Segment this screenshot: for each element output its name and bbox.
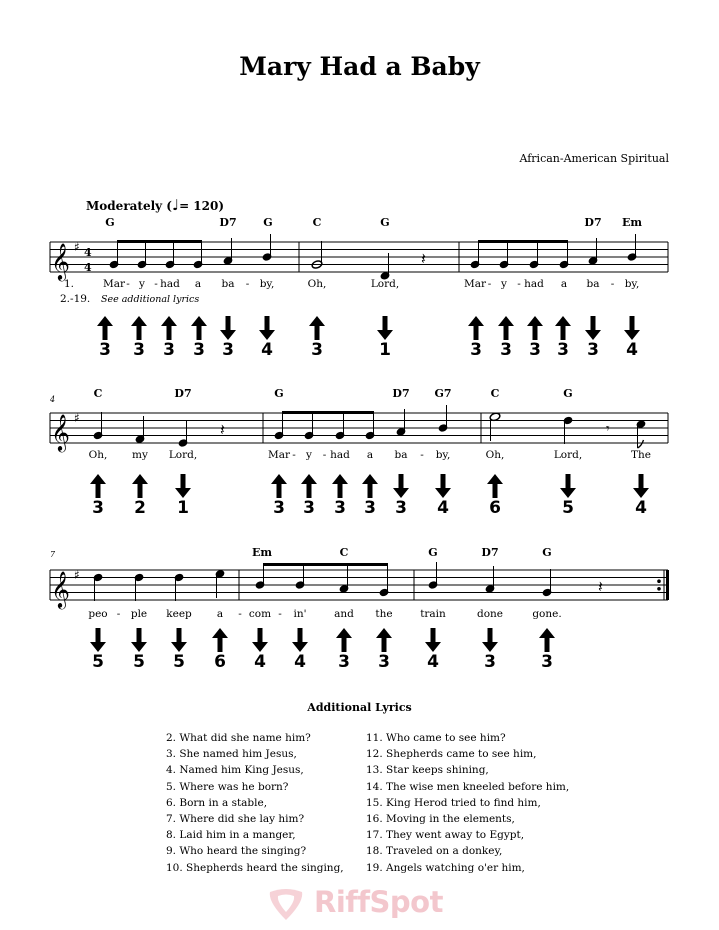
chord-symbol: C bbox=[312, 216, 322, 229]
syllable-hyphen: - bbox=[245, 278, 250, 290]
draw-arrow-down-icon bbox=[292, 628, 308, 652]
sharp-icon: ♯ bbox=[74, 240, 80, 254]
composer-credit: African-American Spiritual bbox=[519, 152, 669, 165]
hole-number: 1 bbox=[177, 498, 189, 518]
blow-arrow-up-icon bbox=[336, 628, 352, 652]
harmonica-tab bbox=[154, 316, 184, 360]
draw-arrow-down-icon bbox=[633, 474, 649, 498]
lyric-syllable: ple bbox=[130, 608, 148, 620]
chord-symbol: Em bbox=[621, 216, 643, 229]
tempo-marking: Moderately (♩= 120) bbox=[86, 196, 225, 214]
repeat-dot bbox=[657, 579, 661, 583]
quarter-rest-icon: 𝄽 bbox=[220, 420, 225, 439]
hole-number: 5 bbox=[562, 498, 574, 518]
syllable-hyphen: - bbox=[278, 608, 282, 620]
guitar-pick-icon bbox=[264, 888, 308, 922]
quarter-rest-icon: 𝄽 bbox=[598, 577, 603, 596]
other-verses-label: 2.-19. bbox=[60, 293, 91, 305]
hole-number: 3 bbox=[378, 652, 390, 672]
tempo-value: = 120 bbox=[179, 199, 219, 213]
lyric-line: 2. What did she name him? bbox=[166, 732, 311, 744]
blow-arrow-up-icon bbox=[271, 474, 287, 498]
harmonica-tab bbox=[617, 316, 647, 360]
lyric-line: 4. Named him King Jesus, bbox=[166, 764, 304, 777]
lyric-syllable: Oh, bbox=[307, 278, 327, 290]
blow-arrow-up-icon bbox=[191, 316, 207, 340]
hole-number: 5 bbox=[92, 652, 104, 672]
lyric-syllable: had bbox=[160, 278, 180, 290]
hole-number: 1 bbox=[379, 340, 391, 360]
logo-text: RiffSpot bbox=[314, 885, 443, 919]
measure-number: 7 bbox=[50, 550, 56, 559]
lyric-syllable: the bbox=[375, 608, 393, 620]
harmonica-tab bbox=[418, 628, 448, 672]
lyric-line: 8. Laid him in a manger, bbox=[166, 829, 296, 842]
lyric-syllable: Lord, bbox=[168, 449, 198, 461]
harmonica-tab bbox=[124, 628, 154, 672]
hole-number: 3 bbox=[311, 340, 323, 360]
chord-symbol: G bbox=[542, 546, 552, 559]
riffspot-logo bbox=[264, 885, 443, 926]
hole-number: 3 bbox=[587, 340, 599, 360]
lyric-syllable: Oh, bbox=[485, 449, 505, 461]
hole-number: 4 bbox=[254, 652, 266, 672]
treble-clef-icon: 𝄞 bbox=[51, 242, 70, 280]
harmonica-tab bbox=[480, 474, 510, 518]
harmonica-tab bbox=[264, 474, 294, 518]
treble-clef-icon: 𝄞 bbox=[51, 413, 70, 451]
hole-number: 3 bbox=[470, 340, 482, 360]
harmonica-tab bbox=[302, 316, 332, 360]
syllable-hyphen: - bbox=[292, 449, 296, 461]
draw-arrow-down-icon bbox=[131, 628, 147, 652]
harmonica-tab bbox=[548, 316, 578, 360]
lyric-line: 12. Shepherds came to see him, bbox=[366, 748, 537, 761]
chord-symbol: G bbox=[105, 216, 115, 229]
harmonica-tab bbox=[325, 474, 355, 518]
hole-number: 4 bbox=[437, 498, 449, 518]
hole-number: 3 bbox=[222, 340, 234, 360]
syllable-hyphen: - bbox=[322, 449, 327, 461]
hole-number: 3 bbox=[303, 498, 315, 518]
hole-number: 4 bbox=[626, 340, 638, 360]
draw-arrow-down-icon bbox=[90, 628, 106, 652]
lyric-syllable: and bbox=[334, 608, 354, 620]
lyric-line: 5. Where was he born? bbox=[166, 780, 289, 793]
blow-arrow-up-icon bbox=[555, 316, 571, 340]
blow-arrow-up-icon bbox=[487, 474, 503, 498]
hole-number: 3 bbox=[500, 340, 512, 360]
chord-symbol: D7 bbox=[392, 387, 410, 400]
harmonica-tab bbox=[475, 628, 505, 672]
chord-symbol: D7 bbox=[481, 546, 499, 559]
lyric-syllable: by, bbox=[259, 278, 275, 290]
lyric-syllable: Mar bbox=[267, 449, 291, 461]
lyric-line: 19. Angels watching o'er him, bbox=[366, 861, 525, 874]
lyric-line: 16. Moving in the elements, bbox=[366, 813, 515, 826]
lyric-syllable: a bbox=[560, 278, 568, 290]
blow-arrow-up-icon bbox=[309, 316, 325, 340]
lyric-syllable: train bbox=[420, 608, 446, 620]
lyric-syllable: by, bbox=[624, 278, 640, 290]
svg-text:4: 4 bbox=[84, 261, 92, 274]
blow-arrow-up-icon bbox=[90, 474, 106, 498]
blow-arrow-up-icon bbox=[332, 474, 348, 498]
draw-arrow-down-icon bbox=[425, 628, 441, 652]
lyric-syllable: had bbox=[524, 278, 544, 290]
harmonica-tab bbox=[164, 628, 194, 672]
lyric-syllable: ba bbox=[586, 278, 600, 290]
syllable-hyphen: - bbox=[154, 278, 158, 290]
harmonica-tab bbox=[184, 316, 214, 360]
blow-arrow-up-icon bbox=[539, 628, 555, 652]
harmonica-tab bbox=[83, 628, 113, 672]
draw-arrow-down-icon bbox=[171, 628, 187, 652]
harmonica-tab bbox=[245, 628, 275, 672]
hole-number: 3 bbox=[334, 498, 346, 518]
lyric-syllable: Lord, bbox=[370, 278, 400, 290]
harmonica-tab bbox=[125, 474, 155, 518]
lyric-syllable: ba bbox=[394, 449, 408, 461]
blow-arrow-up-icon bbox=[362, 474, 378, 498]
staff-system-1 bbox=[0, 232, 719, 282]
hole-number: 2 bbox=[134, 498, 146, 518]
blow-arrow-up-icon bbox=[212, 628, 228, 652]
lyric-syllable: a bbox=[366, 449, 374, 461]
harmonica-tab bbox=[491, 316, 521, 360]
syllable-hyphen: - bbox=[238, 608, 242, 620]
hole-number: 6 bbox=[214, 652, 226, 672]
blow-arrow-up-icon bbox=[498, 316, 514, 340]
draw-arrow-down-icon bbox=[259, 316, 275, 340]
hole-number: 4 bbox=[294, 652, 306, 672]
blow-arrow-up-icon bbox=[527, 316, 543, 340]
hole-number: 3 bbox=[364, 498, 376, 518]
syllable-hyphen: - bbox=[517, 278, 521, 290]
hole-number: 4 bbox=[261, 340, 273, 360]
lyric-syllable: had bbox=[330, 449, 350, 461]
harmonica-tab bbox=[329, 628, 359, 672]
hole-number: 6 bbox=[489, 498, 501, 518]
sharp-icon: ♯ bbox=[74, 568, 80, 582]
staff-system-2 bbox=[0, 403, 719, 453]
draw-arrow-down-icon bbox=[252, 628, 268, 652]
chord-symbol: D7 bbox=[174, 387, 192, 400]
harmonica-tab bbox=[124, 316, 154, 360]
lyric-syllable: in' bbox=[293, 608, 307, 620]
lyric-line: 7. Where did she lay him? bbox=[166, 813, 305, 826]
harmonica-tab bbox=[532, 628, 562, 672]
chord-symbol: C bbox=[339, 546, 349, 559]
sharp-icon: ♯ bbox=[74, 411, 80, 425]
draw-arrow-down-icon bbox=[377, 316, 393, 340]
harmonica-tab bbox=[626, 474, 656, 518]
harmonica-tab bbox=[205, 628, 235, 672]
harmonica-tab bbox=[386, 474, 416, 518]
hole-number: 3 bbox=[557, 340, 569, 360]
hole-number: 3 bbox=[92, 498, 104, 518]
syllable-hyphen: - bbox=[126, 278, 130, 290]
harmonica-tab bbox=[578, 316, 608, 360]
blow-arrow-up-icon bbox=[161, 316, 177, 340]
time-signature: 4 bbox=[84, 246, 92, 259]
harmonica-tab bbox=[252, 316, 282, 360]
harmonica-tab bbox=[553, 474, 583, 518]
lyric-syllable: a bbox=[216, 608, 224, 620]
verse-number: 1. bbox=[64, 278, 75, 290]
staff-system-3 bbox=[0, 560, 719, 610]
hole-number: 3 bbox=[529, 340, 541, 360]
harmonica-tab bbox=[83, 474, 113, 518]
harmonica-tab bbox=[520, 316, 550, 360]
hole-number: 3 bbox=[99, 340, 111, 360]
chord-symbol: G7 bbox=[434, 387, 452, 400]
hole-number: 3 bbox=[163, 340, 175, 360]
lyric-syllable: Mar bbox=[102, 278, 126, 290]
lyric-line: 18. Traveled on a donkey, bbox=[366, 845, 503, 858]
lyric-syllable: The bbox=[631, 449, 651, 461]
blow-arrow-up-icon bbox=[132, 474, 148, 498]
draw-arrow-down-icon bbox=[435, 474, 451, 498]
treble-clef-icon: 𝄞 bbox=[51, 570, 70, 608]
additional-lyrics-title: Additional Lyrics bbox=[307, 701, 412, 714]
lyric-line: 6. Born in a stable, bbox=[166, 796, 268, 809]
lyric-syllable: gone. bbox=[532, 608, 562, 620]
lyric-syllable: com bbox=[248, 608, 272, 620]
draw-arrow-down-icon bbox=[482, 628, 498, 652]
syllable-hyphen: - bbox=[610, 278, 615, 290]
draw-arrow-down-icon bbox=[585, 316, 601, 340]
hole-number: 3 bbox=[541, 652, 553, 672]
chord-symbol: G bbox=[274, 387, 284, 400]
lyric-syllable: Oh, bbox=[88, 449, 108, 461]
lyric-syllable: peo bbox=[88, 608, 108, 620]
hole-number: 4 bbox=[427, 652, 439, 672]
draw-arrow-down-icon bbox=[624, 316, 640, 340]
chord-symbol: D7 bbox=[584, 216, 602, 229]
lyric-line: 14. The wise men kneeled before him, bbox=[366, 780, 570, 793]
hole-number: 3 bbox=[273, 498, 285, 518]
blow-arrow-up-icon bbox=[131, 316, 147, 340]
additional-lyrics-right-column bbox=[366, 730, 569, 876]
chord-symbol: G bbox=[380, 216, 390, 229]
see-additional-lyrics-note: See additional lyrics bbox=[101, 294, 200, 305]
lyric-syllable: Lord, bbox=[553, 449, 583, 461]
harmonica-tab bbox=[461, 316, 491, 360]
lyric-line: 15. King Herod tried to find him, bbox=[366, 796, 541, 809]
chord-symbol: C bbox=[93, 387, 103, 400]
song-title: Mary Had a Baby bbox=[239, 52, 480, 81]
lyric-line: 10. Shepherds heard the singing, bbox=[166, 861, 344, 874]
hole-number: 3 bbox=[193, 340, 205, 360]
harmonica-tab bbox=[369, 628, 399, 672]
harmonica-tab bbox=[428, 474, 458, 518]
lyric-syllable: done bbox=[476, 608, 504, 620]
harmonica-tab bbox=[285, 628, 315, 672]
syllable-hyphen: - bbox=[487, 278, 492, 290]
draw-arrow-down-icon bbox=[560, 474, 576, 498]
hole-number: 3 bbox=[338, 652, 350, 672]
harmonica-tab bbox=[168, 474, 198, 518]
quarter-rest-icon: 𝄽 bbox=[421, 249, 426, 268]
harmonica-tab bbox=[90, 316, 120, 360]
chord-symbol: D7 bbox=[219, 216, 237, 229]
additional-lyrics-left-column bbox=[166, 730, 344, 876]
lyric-line: 13. Star keeps shining, bbox=[366, 764, 489, 777]
blow-arrow-up-icon bbox=[97, 316, 113, 340]
lyric-syllable: by, bbox=[435, 449, 451, 461]
lyric-line: 3. She named him Jesus, bbox=[166, 748, 297, 761]
syllable-hyphen: - bbox=[420, 449, 424, 461]
chord-symbol: G bbox=[263, 216, 273, 229]
lyric-line: 17. They went away to Egypt, bbox=[366, 829, 525, 842]
hole-number: 3 bbox=[484, 652, 496, 672]
harmonica-tab bbox=[294, 474, 324, 518]
harmonica-tab bbox=[213, 316, 243, 360]
lyric-syllable: a bbox=[194, 278, 202, 290]
hole-number: 5 bbox=[173, 652, 185, 672]
lyric-line: 11. Who came to see him? bbox=[366, 732, 506, 744]
blow-arrow-up-icon bbox=[468, 316, 484, 340]
lyric-syllable: keep bbox=[166, 608, 192, 620]
hole-number: 3 bbox=[395, 498, 407, 518]
chord-symbol: C bbox=[490, 387, 500, 400]
hole-number: 5 bbox=[133, 652, 145, 672]
chord-symbol: Em bbox=[251, 546, 273, 559]
harmonica-tab bbox=[355, 474, 385, 518]
blow-arrow-up-icon bbox=[376, 628, 392, 652]
measure-number: 4 bbox=[50, 395, 56, 404]
lyric-syllable: my bbox=[132, 449, 148, 461]
lyric-syllable: ba bbox=[221, 278, 235, 290]
quarter-note-icon: ♩ bbox=[171, 196, 180, 214]
lyric-syllable: Mar bbox=[463, 278, 487, 290]
chord-symbol: G bbox=[428, 546, 438, 559]
eighth-rest-icon: 𝄾 bbox=[606, 421, 610, 437]
draw-arrow-down-icon bbox=[175, 474, 191, 498]
tempo-label: Moderately bbox=[86, 199, 163, 213]
lyric-line: 9. Who heard the singing? bbox=[166, 845, 307, 858]
harmonica-tab bbox=[370, 316, 400, 360]
draw-arrow-down-icon bbox=[393, 474, 409, 498]
blow-arrow-up-icon bbox=[301, 474, 317, 498]
draw-arrow-down-icon bbox=[220, 316, 236, 340]
hole-number: 3 bbox=[133, 340, 145, 360]
lyric-syllable: y bbox=[501, 278, 507, 290]
lyric-syllable: y bbox=[306, 449, 312, 461]
hole-number: 4 bbox=[635, 498, 647, 518]
lyric-syllable: y bbox=[139, 278, 145, 290]
syllable-hyphen: - bbox=[116, 608, 121, 620]
chord-symbol: G bbox=[563, 387, 573, 400]
